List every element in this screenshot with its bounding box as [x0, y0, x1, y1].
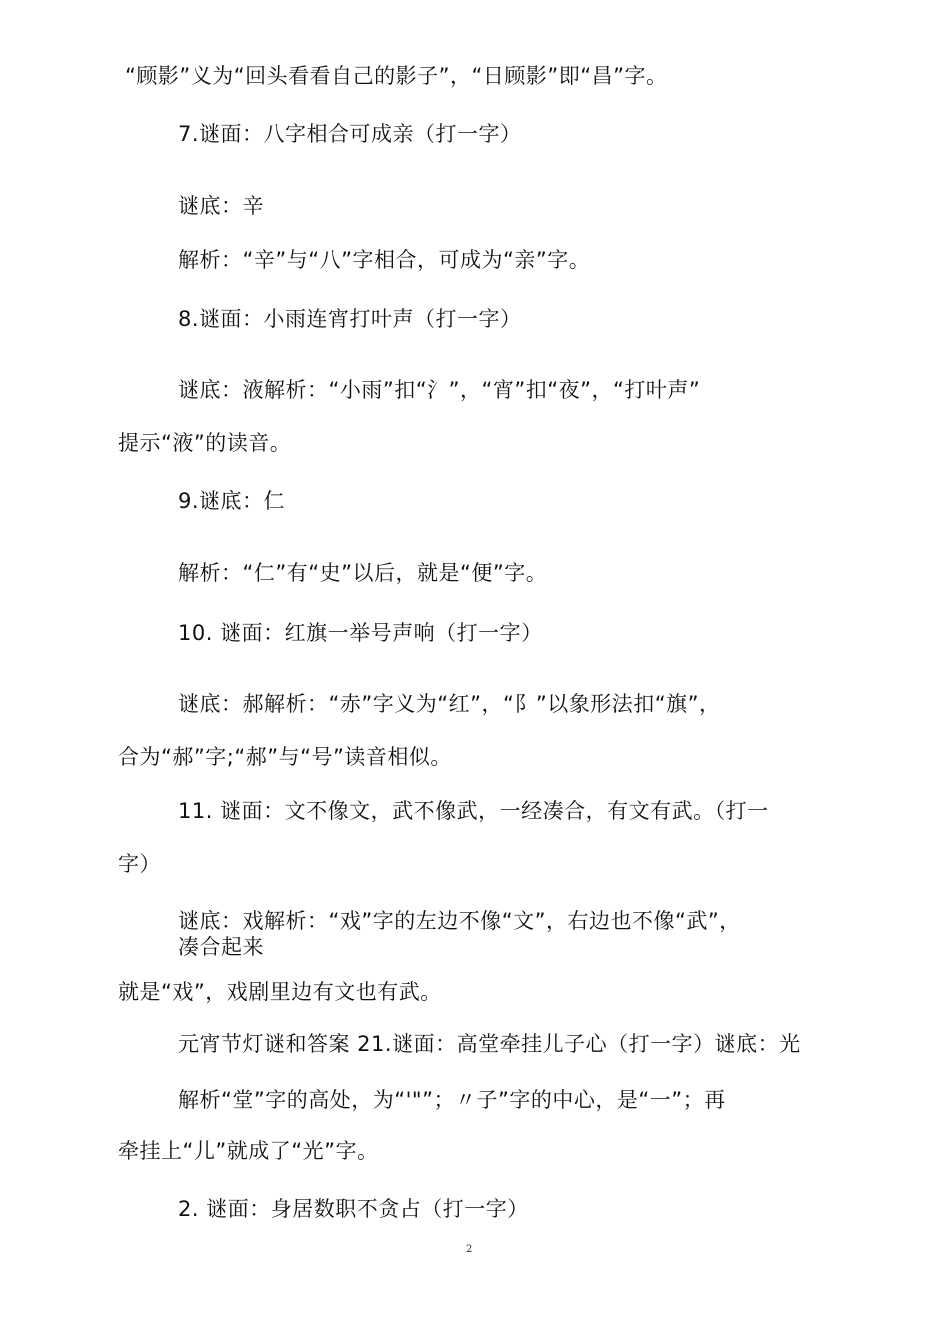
- text-line: “顾影”义为“回头看看自己的影子”，“日顾影”即“昌”字。: [125, 64, 668, 88]
- page-number: 2: [466, 1244, 473, 1255]
- text-line: 凑合起来: [178, 935, 264, 959]
- riddle-8-question: 8.谜面：小雨连宵打叶声（打一字）: [178, 307, 522, 331]
- riddle-21-explanation: 解析“堂”字的高处，为“'"”；〃子”字的中心，是“一”；再: [178, 1088, 726, 1112]
- text-line: 提示“液”的读音。: [118, 431, 292, 455]
- riddle-10-answer: 谜底：郝解析：“赤”字义为“红”，“阝”以象形法扣“旗”，: [178, 692, 721, 716]
- riddle-7-answer: 谜底：辛: [178, 194, 264, 218]
- riddle-9-explanation: 解析：“仁”有“史”以后，就是“便”字。: [178, 561, 548, 585]
- text-line: 字）: [118, 852, 161, 876]
- riddle-10-question: 10. 谜面：红旗一举号声响（打一字）: [178, 621, 543, 645]
- riddle-2-question: 2. 谜面：身居数职不贪占（打一字）: [178, 1197, 529, 1221]
- riddle-11-answer: 谜底：戏解析：“戏”字的左边不像“文”，右边也不像“武”，: [178, 909, 741, 933]
- riddle-7-question: 7.谜面：八字相合可成亲（打一字）: [178, 122, 522, 146]
- text-line: 就是“戏”，戏剧里边有文也有武。: [118, 980, 442, 1004]
- riddle-9-answer: 9.谜底：仁: [178, 489, 286, 513]
- riddle-8-answer: 谜底：液解析：“小雨”扣“氵”，“宵”扣“夜”，“打叶声”: [178, 378, 701, 402]
- text-line: 合为“郝”字;“郝”与“号”读音相似。: [118, 745, 452, 769]
- text-line: 牵挂上“儿”就成了“光”字。: [118, 1139, 379, 1163]
- riddle-11-question: 11. 谜面：文不像文，武不像武，一经凑合，有文有武。（打一: [178, 799, 769, 823]
- riddle-21-question: 元宵节灯谜和答案 21.谜面：高堂牵挂儿子心（打一字）谜底：光: [178, 1032, 801, 1056]
- riddle-7-explanation: 解析：“辛”与“八”字相合，可成为“亲”字。: [178, 248, 591, 272]
